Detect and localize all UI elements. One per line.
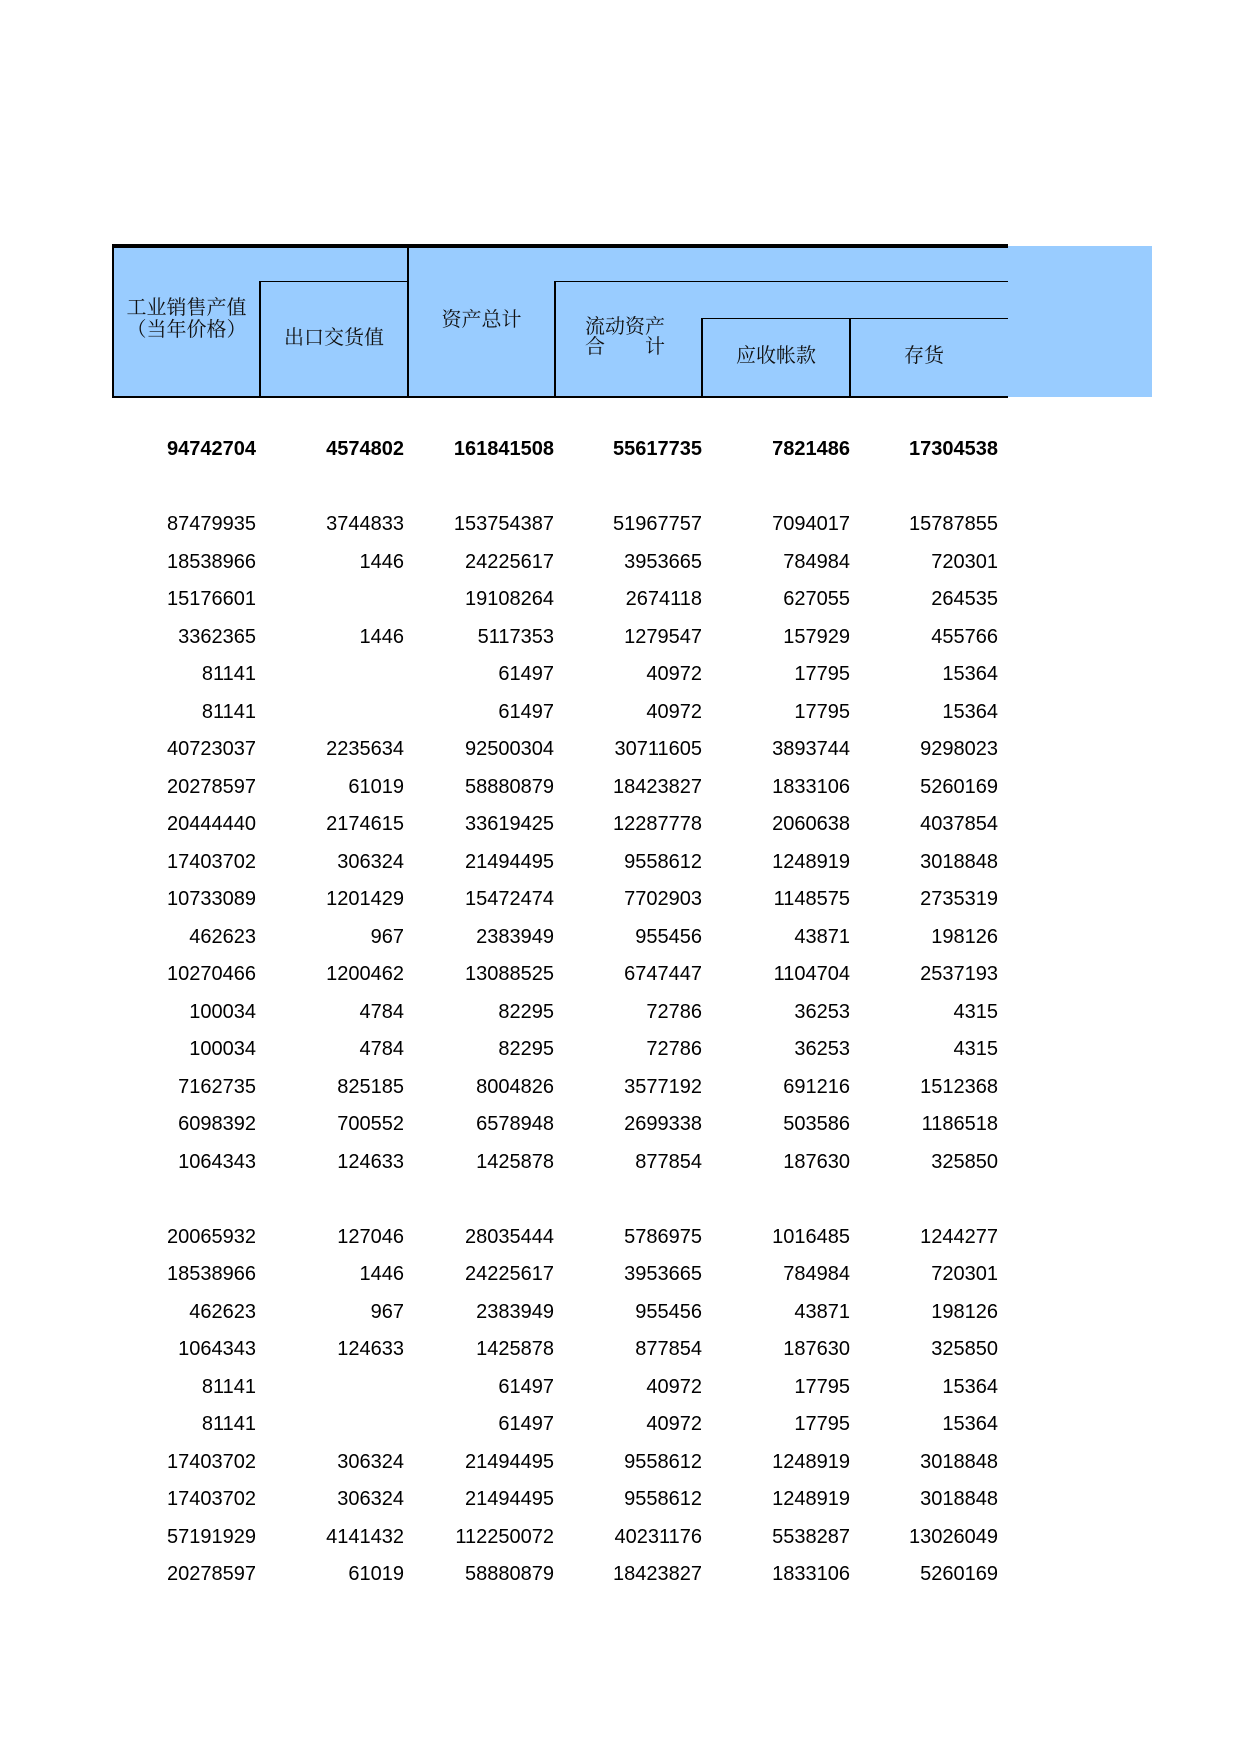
cell-export-value: 61019 (348, 776, 404, 798)
cell-receivables: 43871 (794, 1301, 850, 1323)
cell-export-value (260, 580, 404, 618)
cell-total-assets: 28035444 (465, 1226, 554, 1248)
cell-inventory: 3018848 (920, 1451, 998, 1473)
cell-sales-value: 17403702 (167, 1488, 256, 1510)
cell-total-assets: 112250072 (455, 1526, 554, 1548)
cell-current-assets: 72786 (646, 1038, 702, 1060)
cell-total-assets: 61497 (498, 701, 554, 723)
table-row (112, 1105, 1008, 1143)
cell-export-value: 4141432 (326, 1526, 404, 1548)
cell-inventory: 720301 (931, 551, 998, 573)
cell-receivables: 3893744 (772, 738, 850, 760)
cell-inventory: 455766 (931, 626, 998, 648)
cell-current-assets: 40231176 (614, 1526, 702, 1548)
cell-total-assets: 82295 (498, 1038, 554, 1060)
cell-inventory: 15364 (942, 1376, 998, 1398)
table-row (112, 880, 1008, 918)
cell-sales-value: 100034 (189, 1038, 256, 1060)
cell-current-assets: 955456 (635, 926, 702, 948)
cell-export-value: 3744833 (326, 513, 404, 535)
table-row (112, 843, 1008, 881)
cell-inventory: 2537193 (920, 963, 998, 985)
table-row (112, 730, 1008, 768)
cell-export-value: 1200462 (326, 963, 404, 985)
cell-inventory: 15364 (942, 701, 998, 723)
table-row (112, 1330, 1008, 1368)
cell-sales-value: 17403702 (167, 851, 256, 873)
cell-total-assets: 61497 (498, 663, 554, 685)
cell-export-value: 306324 (337, 1488, 404, 1510)
cell-sales-value: 10270466 (167, 963, 256, 985)
table-row (112, 580, 1008, 618)
cell-receivables: 36253 (794, 1001, 850, 1023)
cell-total-assets: 1425878 (476, 1151, 554, 1173)
cell-sales-value: 1064343 (178, 1338, 256, 1360)
cell-export-value: 2174615 (326, 813, 404, 835)
cell-total-assets: 82295 (498, 1001, 554, 1023)
cell-total-assets: 6578948 (476, 1113, 554, 1135)
cell-inventory: 2735319 (920, 888, 998, 910)
cell-sales-value: 20444440 (167, 813, 256, 835)
cell-export-value: 1446 (359, 626, 404, 648)
cell-total-assets: 58880879 (465, 776, 554, 798)
cell-current-assets: 18423827 (613, 776, 702, 798)
table-row (112, 1030, 1008, 1068)
cell-current-assets: 12287778 (613, 813, 702, 835)
table-row (112, 1068, 1008, 1106)
cell-inventory: 4315 (953, 1001, 998, 1023)
cell-total-assets: 13088525 (465, 963, 554, 985)
cell-current-assets: 51967757 (613, 513, 702, 535)
table-row (112, 768, 1008, 806)
cell-total-assets: 8004826 (476, 1076, 554, 1098)
cell-inventory: 720301 (931, 1263, 998, 1285)
cell-total-assets: 24225617 (465, 551, 554, 573)
cell-current-assets: 955456 (635, 1301, 702, 1323)
table-row (112, 1480, 1008, 1518)
table-row (112, 955, 1008, 993)
cell-sales-value: 18538966 (167, 1263, 256, 1285)
cell-total-assets: 2383949 (476, 926, 554, 948)
cell-current-assets: 877854 (635, 1151, 702, 1173)
header-sales-value (114, 296, 259, 340)
cell-inventory: 1186518 (921, 1113, 998, 1135)
cell-current-assets: 9558612 (624, 1451, 702, 1473)
cell-export-value: 700552 (337, 1113, 404, 1135)
header-bottom-border (112, 396, 1008, 398)
cell-total-assets: 2383949 (476, 1301, 554, 1323)
cell-inventory: 325850 (931, 1151, 998, 1173)
header-inventory: 存货 (904, 343, 944, 367)
cell-sales-value: 20065932 (167, 1226, 256, 1248)
cell-current-assets: 72786 (646, 1001, 702, 1023)
cell-inventory: 4037854 (920, 813, 998, 835)
cell-sales-value: 15176601 (167, 588, 256, 610)
cell-inventory: 9298023 (920, 738, 998, 760)
cell-current-assets: 9558612 (624, 851, 702, 873)
cell-sales-value: 81141 (201, 1376, 256, 1398)
table-row (112, 505, 1008, 543)
table-row (112, 1368, 1008, 1406)
cell-sales-value: 462623 (189, 926, 256, 948)
cell-receivables: 43871 (794, 926, 850, 948)
cell-sales-value: 94742704 (167, 438, 256, 460)
cell-export-value: 306324 (337, 1451, 404, 1473)
cell-receivables: 784984 (783, 551, 850, 573)
cell-receivables: 17795 (794, 663, 850, 685)
cell-receivables: 157929 (783, 626, 850, 648)
cell-current-assets: 877854 (635, 1338, 702, 1360)
cell-export-value: 2235634 (326, 738, 404, 760)
cell-receivables: 1148575 (773, 888, 850, 910)
cell-current-assets: 9558612 (624, 1488, 702, 1510)
table-row (112, 805, 1008, 843)
cell-export-value: 825185 (337, 1076, 404, 1098)
table-row (112, 1405, 1008, 1443)
cell-sales-value: 1064343 (178, 1151, 256, 1173)
cell-total-assets: 61497 (498, 1376, 554, 1398)
cell-export-value: 124633 (337, 1151, 404, 1173)
cell-total-assets: 24225617 (465, 1263, 554, 1285)
cell-current-assets: 1279547 (624, 626, 702, 648)
header-top-border (112, 244, 1008, 248)
cell-current-assets: 3577192 (624, 1076, 702, 1098)
cell-inventory: 264535 (931, 588, 998, 610)
header-sales-value-line2: （当年价格） (126, 317, 247, 341)
table-row (112, 1255, 1008, 1293)
cell-inventory: 3018848 (920, 1488, 998, 1510)
table-row (112, 430, 1008, 468)
cell-receivables: 1248919 (772, 851, 850, 873)
cell-receivables: 17795 (794, 1413, 850, 1435)
cell-current-assets: 2699338 (624, 1113, 702, 1135)
cell-export-value: 4784 (359, 1001, 404, 1023)
cell-total-assets: 19108264 (465, 588, 554, 610)
cell-total-assets: 21494495 (465, 1451, 554, 1473)
table-row (112, 918, 1008, 956)
cell-total-assets: 161841508 (453, 438, 554, 460)
header-current-assets-line1: 流动资产 (585, 314, 665, 338)
cell-receivables: 1248919 (772, 1451, 850, 1473)
cell-sales-value: 7162735 (178, 1076, 256, 1098)
cell-receivables: 2060638 (772, 813, 850, 835)
table-row (112, 1218, 1008, 1256)
cell-current-assets: 7702903 (624, 888, 702, 910)
cell-receivables: 5538287 (772, 1526, 850, 1548)
table-row (112, 993, 1008, 1031)
table-row (112, 618, 1008, 656)
cell-receivables: 1016485 (772, 1226, 850, 1248)
cell-receivables: 7094017 (772, 513, 850, 535)
cell-receivables: 784984 (783, 1263, 850, 1285)
table-row (112, 1443, 1008, 1481)
cell-inventory: 3018848 (920, 851, 998, 873)
cell-export-value: 4574802 (326, 438, 404, 460)
cell-current-assets: 6747447 (624, 963, 702, 985)
cell-receivables: 17795 (794, 1376, 850, 1398)
cell-export-value: 1201429 (326, 888, 404, 910)
cell-total-assets: 61497 (498, 1413, 554, 1435)
cell-inventory: 5260169 (920, 776, 998, 798)
cell-inventory: 15364 (942, 663, 998, 685)
cell-current-assets: 40972 (646, 663, 702, 685)
cell-export-value: 967 (370, 1301, 404, 1323)
table-row (112, 1143, 1008, 1181)
cell-inventory: 13026049 (909, 1526, 998, 1548)
header-current-assets-line2: 合 计 (585, 334, 665, 358)
cell-current-assets: 3953665 (624, 1263, 702, 1285)
cell-current-assets: 40972 (646, 1376, 702, 1398)
cell-export-value: 4784 (359, 1038, 404, 1060)
table-row (112, 1518, 1008, 1556)
cell-export-value: 1446 (359, 1263, 404, 1285)
header-border-col3 (554, 282, 556, 396)
cell-total-assets: 92500304 (465, 738, 554, 760)
header-sales-value-line1: 工业销售产值 (126, 295, 247, 319)
cell-current-assets: 3953665 (624, 551, 702, 573)
cell-receivables: 187630 (783, 1338, 850, 1360)
table-row (112, 1293, 1008, 1331)
cell-sales-value: 87479935 (167, 513, 256, 535)
cell-total-assets: 33619425 (465, 813, 554, 835)
cell-export-value (260, 693, 404, 731)
cell-sales-value: 40723037 (167, 738, 256, 760)
cell-current-assets: 2674118 (625, 588, 702, 610)
cell-export-value: 1446 (359, 551, 404, 573)
header-subline-receivables (701, 318, 1008, 319)
cell-receivables: 1248919 (772, 1488, 850, 1510)
cell-receivables: 503586 (783, 1113, 850, 1135)
header-subline-current-assets (554, 281, 1008, 282)
cell-total-assets: 21494495 (465, 1488, 554, 1510)
cell-export-value (260, 1405, 404, 1443)
cell-receivables: 1833106 (772, 1563, 850, 1585)
cell-export-value (260, 1368, 404, 1406)
cell-export-value: 124633 (337, 1338, 404, 1360)
cell-inventory: 15364 (942, 1413, 998, 1435)
header-current-assets (585, 316, 695, 356)
cell-receivables: 187630 (783, 1151, 850, 1173)
cell-total-assets: 5117353 (477, 626, 554, 648)
cell-total-assets: 21494495 (465, 851, 554, 873)
cell-receivables: 17795 (794, 701, 850, 723)
cell-current-assets: 30711605 (614, 738, 702, 760)
cell-receivables: 36253 (794, 1038, 850, 1060)
cell-sales-value: 18538966 (167, 551, 256, 573)
cell-inventory: 15787855 (909, 513, 998, 535)
cell-current-assets: 55617735 (613, 438, 702, 460)
cell-sales-value: 3362365 (178, 626, 256, 648)
cell-current-assets: 40972 (646, 701, 702, 723)
cell-export-value: 306324 (337, 851, 404, 873)
table-row (112, 543, 1008, 581)
cell-total-assets: 1425878 (476, 1338, 554, 1360)
cell-sales-value: 100034 (189, 1001, 256, 1023)
cell-current-assets: 40972 (646, 1413, 702, 1435)
cell-receivables: 7821486 (772, 438, 850, 460)
cell-sales-value: 57191929 (167, 1526, 256, 1548)
header-receivables: 应收帐款 (736, 343, 816, 367)
cell-sales-value: 10733089 (167, 888, 256, 910)
table-row (112, 655, 1008, 693)
cell-export-value: 61019 (348, 1563, 404, 1585)
cell-receivables: 691216 (783, 1076, 850, 1098)
cell-total-assets: 153754387 (453, 513, 554, 535)
header-subline-export (259, 281, 407, 282)
cell-receivables: 1104704 (773, 963, 850, 985)
header-total-assets: 资产总计 (441, 307, 522, 331)
cell-sales-value: 81141 (201, 663, 256, 685)
cell-sales-value: 81141 (201, 701, 256, 723)
cell-inventory: 325850 (931, 1338, 998, 1360)
cell-sales-value: 20278597 (167, 1563, 256, 1585)
cell-current-assets: 5786975 (624, 1226, 702, 1248)
table-row (112, 1555, 1008, 1593)
cell-receivables: 627055 (783, 588, 850, 610)
cell-sales-value: 20278597 (167, 776, 256, 798)
cell-sales-value: 81141 (201, 1413, 256, 1435)
cell-sales-value: 462623 (189, 1301, 256, 1323)
cell-inventory: 1512368 (920, 1076, 998, 1098)
cell-sales-value: 6098392 (178, 1113, 256, 1135)
cell-inventory: 4315 (953, 1038, 998, 1060)
header-export-value: 出口交货值 (284, 325, 384, 349)
cell-inventory: 5260169 (920, 1563, 998, 1585)
cell-export-value: 127046 (337, 1226, 404, 1248)
cell-inventory: 17304538 (909, 438, 998, 460)
cell-inventory: 1244277 (920, 1226, 998, 1248)
cell-inventory: 198126 (931, 1301, 998, 1323)
cell-total-assets: 15472474 (465, 888, 554, 910)
cell-export-value: 967 (370, 926, 404, 948)
cell-receivables: 1833106 (772, 776, 850, 798)
cell-sales-value: 17403702 (167, 1451, 256, 1473)
cell-total-assets: 58880879 (465, 1563, 554, 1585)
table-row (112, 693, 1008, 731)
cell-current-assets: 18423827 (613, 1563, 702, 1585)
cell-inventory: 198126 (931, 926, 998, 948)
cell-export-value (260, 655, 404, 693)
